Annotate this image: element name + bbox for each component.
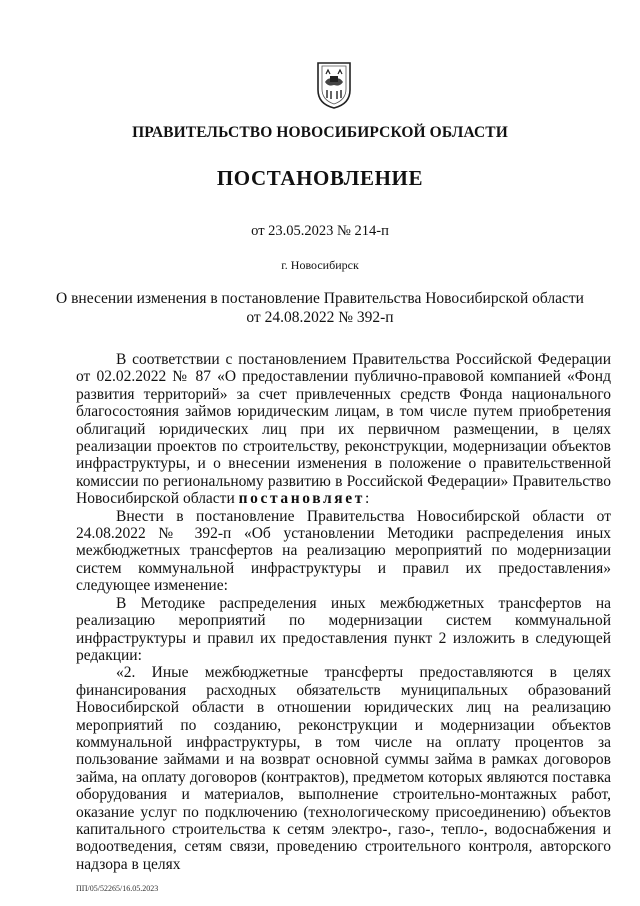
preamble-end: : bbox=[365, 490, 370, 508]
document-type-title: ПОСТАНОВЛЕНИЕ bbox=[216, 166, 424, 190]
coat-of-arms-icon bbox=[314, 60, 354, 110]
paragraph-methodology: В Методике распределения иных межбюджетных трансфертов на реализацию мероприятий по модернизации систем коммунальной инфраструктуры и правил их предоставления пункт 2 изложить в следующей редакции: bbox=[76, 594, 611, 664]
resolves-keyword: постановляет bbox=[238, 490, 365, 508]
subject-line-1: О внесении изменения в постановление Правительства Новосибирской области bbox=[56, 290, 584, 307]
paragraph-clause-2: «2. Иные межбюджетные трансферты предоставляются в целях финансирования расходных обязательств муниципальных образований Новосибирской области в отношении юридических лиц на реализацию мероприятий по созданию, реконструкции и модернизации объектов коммунальной инфраструктуры, в том числе на оплату процентов за пользование займами и на возврат основной суммы займа в рамках договоров займа, на оплату договоров (контрактов), предметом которых являются поставка оборудования и материалов, выполнение строительно-монтажных работ, оказание услуг по подключению (технологическому присоединению) объектов капитального строительства к сетям электро-, газо-, тепло-, водоснабжения и водоотведения, сетям связи, проведению строительного контроля, авторского надзора в целях bbox=[76, 664, 611, 873]
paragraph-amend: Внести в постановление Правительства Новосибирской области от 24.08.2022 № 392-п «Об установлении Методики распределения иных межбюджетных трансфертов на реализацию мероприятий по модернизации систем коммунальной инфраструктуры и правил их предоставления» следующее изменение: bbox=[76, 507, 611, 595]
organization-title: ПРАВИТЕЛЬСТВО НОВОСИБИРСКОЙ ОБЛАСТИ bbox=[132, 124, 508, 141]
city-line: г. Новосибирск bbox=[281, 258, 359, 272]
document-date-number: от 23.05.2023 № 214-п bbox=[251, 223, 389, 239]
document-subject bbox=[0, 289, 640, 327]
preamble-text: В соответствии с постановлением Правительства Российской Федерации от 02.02.2022 № 87 «О предоставлении публично-правовой компанией «Фонд развития территорий» за счет привлеченных средств Фонда национального благосостояния займов юридическим лицам, в том числе путем приобретения облигаций юридических лиц при их первичном размещении, в целях реализации проектов по строительству, реконструкции, модернизации объектов инфраструктуры, и о внесении изменения в положение о правительственной комиссии по региональному развитию в Российской Федерации» Правительство Новосибирской области bbox=[76, 351, 611, 508]
footer-code: ПП/05/52265/16.05.2023 bbox=[76, 884, 159, 893]
paragraph-preamble bbox=[76, 351, 611, 508]
document-body bbox=[76, 351, 611, 873]
subject-line-2: от 24.08.2022 № 392-п bbox=[246, 309, 394, 326]
